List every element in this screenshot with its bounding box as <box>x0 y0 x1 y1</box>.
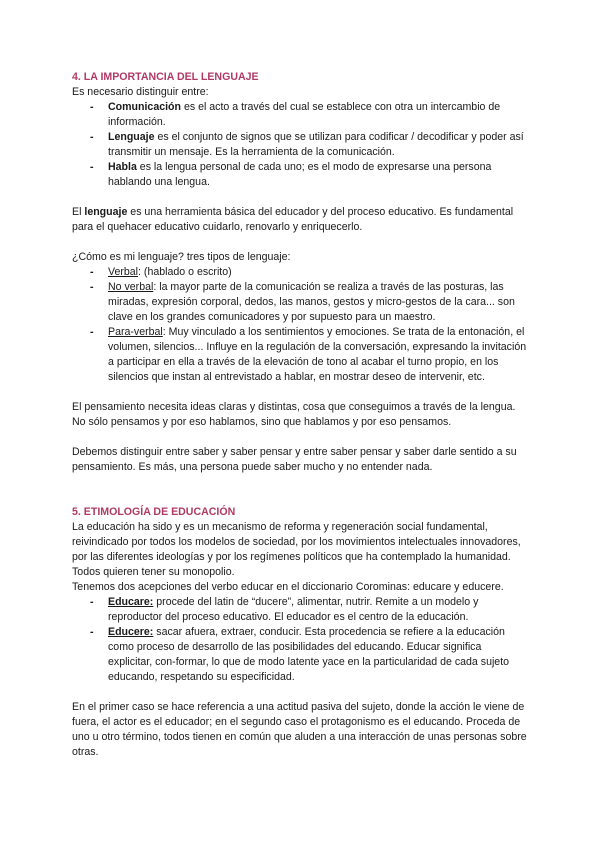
list-item <box>72 280 528 325</box>
list-item <box>72 100 528 130</box>
definition: sacar afuera, extraer, conducir. Esta procedencia se refiere a la educación como proceso de desarrollo de las posibilidades del educando. Educar significa explicitar, con-formar, lo que de modo latente yace en la particularidad de cada sujeto educando, respetando su especificidad. <box>108 626 510 683</box>
list-item <box>72 130 528 160</box>
terms-list <box>72 100 528 190</box>
paragraph <box>72 205 528 235</box>
definition: : (hablado o escrito) <box>138 266 232 278</box>
term: Lenguaje <box>108 131 155 143</box>
bold-term: lenguaje <box>84 206 128 218</box>
paragraph: La educación ha sido y es un mecanismo de reforma y regeneración social fundamental, reivindicado por todos los modelos de sociedad, por los movimientos intelectuales innovadores, por las diferentes ideologías y por los regímenes políticos que ha contemplado la humanidad. Todos quieren tener su monopolio. <box>72 521 521 578</box>
section-4-intro: Es necesario distinguir entre: <box>72 86 209 98</box>
term: Verbal <box>108 266 139 278</box>
definition: es el acto a través del cual se establece con otra un intercambio de información. <box>108 101 501 128</box>
paragraph: En el primer caso se hace referencia a una actitud pasiva del sujeto, donde la acción le viene de fuera, el actor es el educador; en el segundo caso el protagonismo es el educando. Proceda de uno u otro término, todos tienen en común que aluden a una interacción de unas personas sobre otras. <box>72 701 527 758</box>
paragraph: El pensamiento necesita ideas claras y distintas, cosa que conseguimos a través de la lengua. No sólo pensamos y por eso hablamos, sino que hablamos y por eso pensamos. <box>72 401 516 428</box>
list-item <box>72 595 528 625</box>
list-item <box>72 160 528 190</box>
definition: procede del latin de “ducere”, alimentar, nutrir. Remite a un modelo y reproductor del proceso educativo. El educador es el centro de la educación. <box>108 596 479 623</box>
term: Educere: <box>108 626 154 638</box>
term: Para-verbal <box>108 326 163 338</box>
text: El <box>72 206 85 218</box>
paragraph: Tenemos dos acepciones del verbo educar en el diccionario Corominas: educare y educere. <box>72 581 504 593</box>
definition: es el conjunto de signos que se utilizan para codificar / decodificar y poder así transmitir un mensaje. Es la herramienta de la comunicación. <box>108 131 524 158</box>
paragraph: Debemos distinguir entre saber y saber pensar y entre saber pensar y saber darle sentido a su pensamiento. Es más, una persona puede saber mucho y no entender nada. <box>72 446 517 473</box>
term: Habla <box>108 161 137 173</box>
list-item <box>72 325 528 385</box>
definition: : Muy vinculado a los sentimientos y emociones. Se trata de la entonación, el volumen, silencios... Influye en la regulación de la conversación, expresando la invitación a participar en ella a través de la elevación de tono al acabar el turno propio, en los silencios que instan al entrevistado a hablar, en mostrar deseo de intervenir, etc. <box>108 326 527 383</box>
types-list <box>72 265 528 385</box>
definition: es la lengua personal de cada uno; es el modo de expresarse una persona hablando una lengua. <box>108 161 492 188</box>
question: ¿Cómo es mi lenguaje? tres tipos de lenguaje: <box>72 251 291 263</box>
term: No verbal <box>108 281 154 293</box>
section-4-title: 4. LA IMPORTANCIA DEL LENGUAJE <box>72 71 259 83</box>
definition: : la mayor parte de la comunicación se realiza a través de las posturas, las miradas, expresión corporal, dedos, las manos, gestos y micro-gestos de la cara... son clave en los grandes comunicadores y por supuesto para un maestro. <box>108 281 515 323</box>
list-item <box>72 265 528 280</box>
term: Comunicación <box>108 101 181 113</box>
section-5-title: 5. ETIMOLOGÍA DE EDUCACIÓN <box>72 506 236 518</box>
term: Educare: <box>108 596 154 608</box>
etymology-list <box>72 595 528 685</box>
list-item <box>72 625 528 685</box>
text: es una herramienta básica del educador y del proceso educativo. Es fundamental para el quehacer educativo cuidarlo, renovarlo y enriquecerlo. <box>72 206 514 233</box>
